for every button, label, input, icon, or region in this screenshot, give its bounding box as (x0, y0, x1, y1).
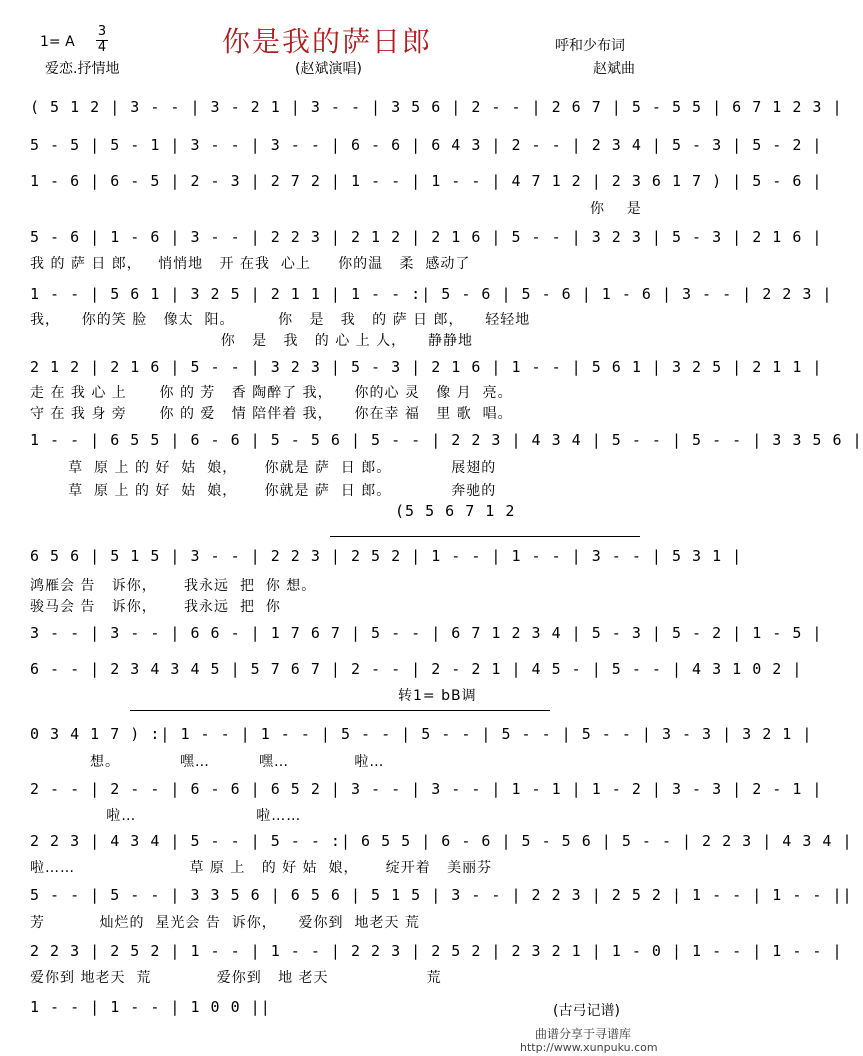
lyric-line-5b: 你 是 我 的 心 上 人， 静静地 (30, 333, 473, 349)
notation-note: (古弓记谱) (553, 1003, 620, 1019)
lyric-line-4a: 我 的 萨 日 郎， 悄悄地 开 在我 心上 你的温 柔 感动了 (30, 256, 471, 272)
lyric-line-12a: 想。 嘿… 嘿… 啦… (30, 754, 385, 770)
lyric-line-3a: 你 是 (590, 201, 642, 217)
lyric-line-9b: 骏马会 告 诉你， 我永远 把 你 (30, 599, 281, 615)
score-line-9: 6 5 6 | 5 1 5 | 3 - - | 2 2 3 | 2 5 2 | 1 - - | 1 - - | 3 - - | 5 3 1 | (30, 547, 743, 565)
score-line-12: 0 3 4 1 7 ) :| 1 - - | 1 - - | 5 - - | 5 - - | 5 - - | 5 - - | 3 - 3 | 3 2 1 | (30, 725, 813, 743)
score-line-13: 2 - - | 2 - - | 6 - 6 | 6 5 2 | 3 - - | 3 - - | 1 - 1 | 1 - 2 | 3 - 3 | 2 - 1 | (30, 780, 823, 798)
time-signature-numerator: 3 (97, 24, 107, 39)
score-line-2: 5 - 5 | 5 - 1 | 3 - - | 3 - - | 6 - 6 | 6 4 3 | 2 - - | 2 3 4 | 5 - 3 | 5 - 2 | (30, 136, 823, 154)
time-signature-denominator: 4 (97, 40, 107, 55)
score-line-10: 3 - - | 3 - - | 6 6 - | 1 7 6 7 | 5 - - | 6 7 1 2 3 4 | 5 - 3 | 5 - 2 | 1 - 5 | (30, 624, 823, 642)
volta-bracket-2 (130, 710, 550, 711)
score-line-11: 6 - - | 2 3 4 3 4 5 | 5 7 6 7 | 2 - - | 2 - 2 1 | 4 5 - | 5 - - | 4 3 1 0 2 | (30, 660, 803, 678)
score-line-8: (5 5 6 7 1 2 (395, 502, 516, 520)
score-line-14: 2 2 3 | 4 3 4 | 5 - - | 5 - - :| 6 5 5 | 6 - 6 | 5 - 5 6 | 5 - - | 2 2 3 | 4 3 4 | (30, 832, 853, 850)
watermark-url: http://www.xunpuku.com (520, 1041, 658, 1054)
score-line-4: 5 - 6 | 1 - 6 | 3 - - | 2 2 3 | 2 1 2 | 2 1 6 | 5 - - | 3 2 3 | 5 - 3 | 2 1 6 | (30, 228, 823, 246)
lyric-line-5a: 我， 你的笑 脸 像太 阳。 你 是 我 的 萨 日 郎， 轻轻地 (30, 312, 531, 328)
lyric-line-9a: 鸿雁会 告 诉你， 我永远 把 你 想。 (30, 578, 317, 594)
score-line-15: 5 - - | 5 - - | 3 3 5 6 | 6 5 6 | 5 1 5 | 3 - - | 2 2 3 | 2 5 2 | 1 - - | 1 - - || (30, 886, 853, 904)
lyric-line-7b: 草 原 上 的 好 姑 娘， 你就是 萨 日 郎。 奔驰的 (30, 483, 497, 499)
watermark-title: 曲谱分享于寻谱库 (535, 1027, 632, 1041)
composer: 赵斌曲 (593, 61, 635, 77)
mood-marking: 爱恋.抒情地 (45, 61, 120, 77)
lyric-line-13a: 啦… 啦…… (30, 808, 302, 824)
lyric-line-14a: 啦…… 草 原 上 的 好 姑 娘， 绽开着 美丽芬 (30, 860, 493, 876)
performer: (赵斌演唱) (295, 61, 362, 77)
volta-bracket-top (330, 536, 640, 537)
score-line-3: 1 - 6 | 6 - 5 | 2 - 3 | 2 7 2 | 1 - - | 1 - - | 4 7 1 2 | 2 3 6 1 7 ) | 5 - 6 | (30, 172, 823, 190)
key-signature: 1= A (40, 34, 75, 50)
score-line-1: ( 5 1 2 | 3 - - | 3 - 2 1 | 3 - - | 3 5 6 | 2 - - | 2 6 7 | 5 - 5 5 | 6 7 1 2 3 | (30, 98, 843, 116)
score-line-17: 1 - - | 1 - - | 1 0 0 || (30, 998, 271, 1016)
lyric-line-6b: 守 在 我 身 旁 你 的 爱 情 陪伴着 我， 你在幸 福 里 歌 唱。 (30, 406, 513, 422)
lyric-line-7a: 草 原 上 的 好 姑 娘， 你就是 萨 日 郎。 展翅的 (30, 460, 497, 476)
key-change-label: 转1= bB调 (398, 688, 477, 704)
lyric-line-6a: 走 在 我 心 上 你 的 芳 香 陶醉了 我， 你的心 灵 像 月 亮。 (30, 385, 513, 401)
score-line-7: 1 - - | 6 5 5 | 6 - 6 | 5 - 5 6 | 5 - - | 2 2 3 | 4 3 4 | 5 - - | 5 - - | 3 3 5 6 | (30, 431, 863, 449)
lyricist: 呼和少布词 (555, 38, 625, 54)
lyric-line-16a: 爱你到 地老天 荒 爱你到 地 老天 荒 (30, 970, 442, 986)
score-line-6: 2 1 2 | 2 1 6 | 5 - - | 3 2 3 | 5 - 3 | 2 1 6 | 1 - - | 5 6 1 | 3 2 5 | 2 1 1 | (30, 358, 823, 376)
score-line-16: 2 2 3 | 2 5 2 | 1 - - | 1 - - | 2 2 3 | 2 5 2 | 2 3 2 1 | 1 - 0 | 1 - - | 1 - - | (30, 942, 843, 960)
score-line-5: 1 - - | 5 6 1 | 3 2 5 | 2 1 1 | 1 - - :| 5 - 6 | 5 - 6 | 1 - 6 | 3 - - | 2 2 3 | (30, 285, 833, 303)
lyric-line-15a: 芳 灿烂的 星光会 告 诉你， 爱你到 地老天 荒 (30, 915, 420, 931)
song-title: 你是我的萨日郎 (222, 25, 433, 58)
